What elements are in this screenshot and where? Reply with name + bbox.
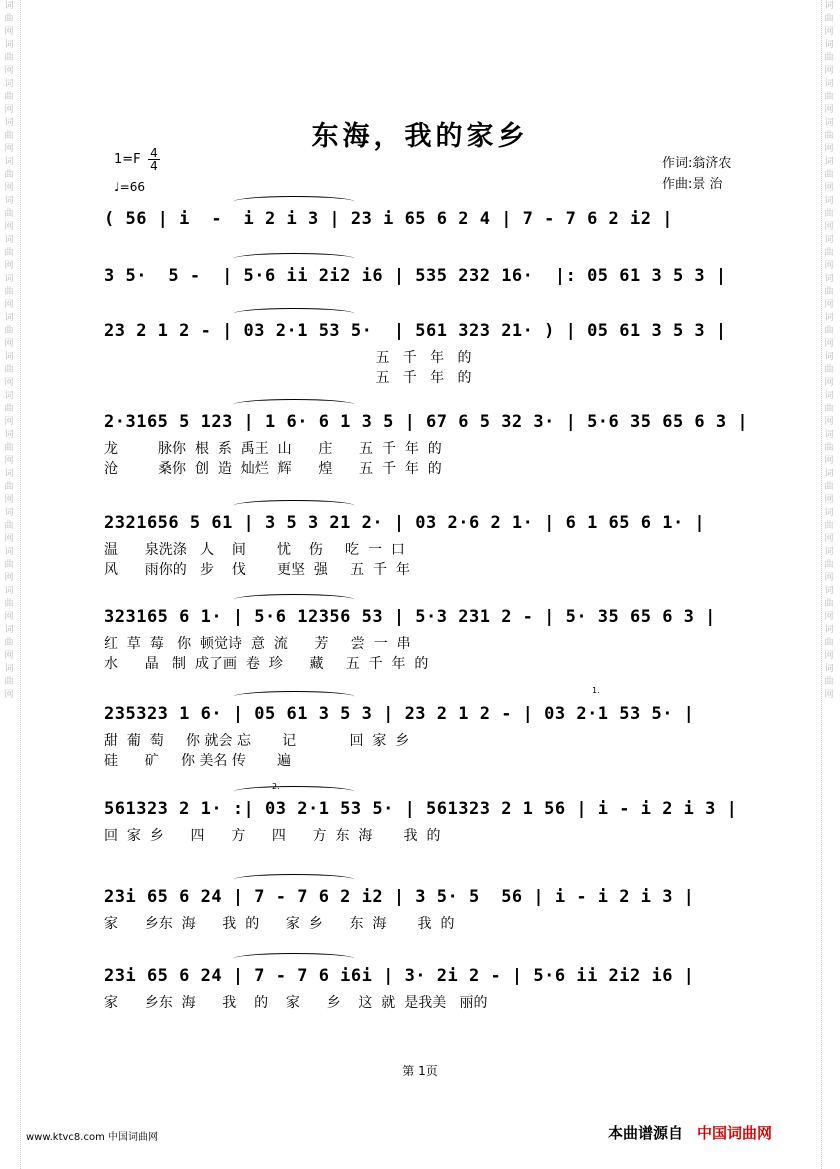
slur-mark [234, 953, 354, 964]
right-border [821, 0, 822, 1169]
slur-mark [234, 874, 354, 885]
slur-mark [234, 399, 354, 410]
volta-2: 2. [272, 782, 280, 791]
lyric-line: 风 雨你的 步 伐 更坚 强 五 千 年 [104, 562, 410, 578]
lyric-line: 沧 桑你 创 造 灿烂 辉 煌 五 千 年 的 [104, 461, 442, 477]
left-border [20, 0, 21, 1169]
note-line: 2·3165 5 123 | 1 6· 6 1 3 5 | 67 6 5 32 3· | 5·6 35 65 6 3 | [104, 412, 749, 432]
slur-mark [234, 308, 354, 319]
footer-url: www.ktvc8.com 中国词曲网 [26, 1132, 159, 1143]
lyric-line: 硅 矿 你 美名 传 遍 [104, 753, 292, 769]
note-line: 23i 65 6 24 | 7 - 7 6 2 i2 | 3 5· 5 56 | i - i 2 i 3 | [104, 887, 695, 907]
score-system [104, 510, 768, 610]
note-line: 2321656 5 61 | 3 5 3 21 2· | 03 2·6 2 1· | 6 1 65 6 1· | [104, 513, 706, 533]
time-signature [148, 147, 160, 172]
watermark-left: 词曲网词曲网词曲网词曲网词曲网词曲网词曲网词曲网词曲网词曲网词曲网词曲网词曲网词曲网词曲网词曲网词曲网词曲网 [4, 1, 14, 700]
composer-credit: 作曲:景 治 [662, 177, 723, 192]
page-number: 第 1页 [402, 1064, 438, 1078]
slur-mark [234, 786, 354, 797]
note-line: 235323 1 6· | 05 61 3 5 3 | 23 2 1 2 - | 03 2·1 53 5· | [104, 704, 695, 724]
footer-source-label: 本曲谱源自 [608, 1124, 684, 1142]
lyric-line: 家 乡东 海 我 的 家 乡 这 就 是我美 丽的 [104, 995, 488, 1011]
volta-1: 1. [592, 686, 600, 695]
lyric-line: 红 草 莓 你 顿觉诗 意 流 芳 尝 一 串 [104, 636, 411, 652]
lyric-line: 五 千 年 的 [104, 370, 472, 386]
lyric-line: 温 泉洗涤 人 间 忧 伤 吃 一 口 [104, 542, 405, 558]
tempo-marking: ♩=66 [114, 180, 145, 194]
note-line: 323165 6 1· | 5·6 12356 53 | 5·3 231 2 - | 5· 35 65 6 3 | [104, 607, 716, 627]
time-signature-top: 4 [150, 146, 158, 160]
note-line: ( 56 | i - i 2 i 3 | 23 i 65 6 2 4 | 7 - 7 6 2 i2 | [104, 209, 673, 229]
time-signature-bottom: 4 [150, 159, 158, 173]
note-line: 561323 2 1· :| 03 2·1 53 5· | 561323 2 1 56 | i - i 2 i 3 | [104, 799, 738, 819]
score-system [104, 701, 768, 801]
slur-mark [234, 253, 354, 264]
lyric-line: 甜 葡 萄 你 就会 忘 记 回 家 乡 [104, 733, 410, 749]
slur-mark [234, 196, 354, 207]
song-title: 东海，我的家乡 [311, 121, 529, 152]
watermark-right: 词曲网词曲网词曲网词曲网词曲网词曲网词曲网词曲网词曲网词曲网词曲网词曲网词曲网词曲网词曲网词曲网词曲网词曲网 [824, 1, 834, 700]
lyric-line: 家 乡东 海 我 的 家 乡 东 海 我 的 [104, 916, 455, 932]
score-system [104, 409, 768, 509]
score-system [104, 963, 768, 1063]
note-line: 3 5· 5 - | 5·6 ii 2i2 i6 | 535 232 16· |: 05 61 3 5 3 | [104, 266, 727, 286]
slur-mark [234, 500, 354, 511]
lyric-line: 回 家 乡 四 方 四 方 东 海 我 的 [104, 828, 441, 844]
score-system [104, 318, 768, 418]
footer-brand: 中国词曲网 [697, 1124, 773, 1142]
footer-source [608, 1122, 772, 1143]
lyricist-credit: 作词:翁济农 [662, 156, 732, 171]
note-line: 23 2 1 2 - | 03 2·1 53 5· | 561 323 21· ) | 05 61 3 5 3 | [104, 321, 727, 341]
slur-mark [234, 691, 354, 702]
slur-mark [234, 594, 354, 605]
key-signature: 1=F [114, 152, 141, 167]
lyric-line: 龙 脉你 根 系 禹王 山 庄 五 千 年 的 [104, 441, 442, 457]
score-system [104, 796, 768, 896]
score-system [104, 604, 768, 704]
lyric-line: 水 晶 制 成了画 卷 珍 藏 五 千 年 的 [104, 656, 429, 672]
note-line: 23i 65 6 24 | 7 - 7 6 i6i | 3· 2i 2 - | 5·6 ii 2i2 i6 | [104, 966, 695, 986]
lyric-line: 五 千 年 的 [104, 350, 472, 366]
